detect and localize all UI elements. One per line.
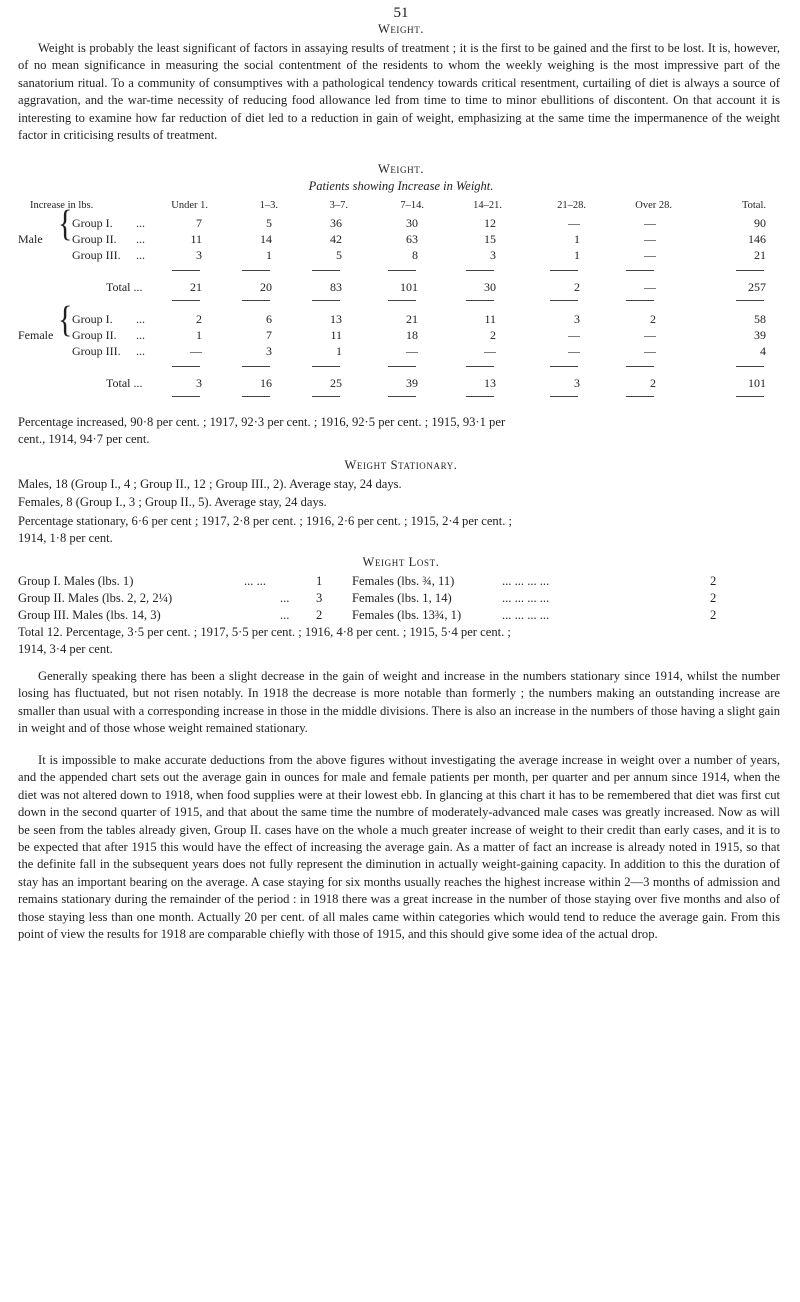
lost-female-count: 2 [710, 591, 717, 605]
row-dots: ... [136, 312, 145, 326]
table-cell: 8 [412, 248, 418, 262]
page-number: 51 [393, 5, 409, 21]
lost-female-dots: ... ... ... ... [502, 591, 550, 605]
total-rule [242, 300, 270, 301]
total-rule [242, 270, 270, 271]
table-cell: 3 [574, 376, 580, 390]
row-dots: ... [136, 248, 145, 262]
table-title: Weight. [377, 162, 425, 176]
total-rule [172, 300, 200, 301]
total-rule [550, 270, 578, 271]
lost-female-count: 2 [710, 608, 717, 622]
table-row [18, 216, 784, 232]
table-row [18, 232, 784, 248]
total-rule [736, 396, 764, 397]
table-cell: 39 [406, 376, 418, 390]
lost-male-text: Group I. Males (lbs. 1) [18, 574, 134, 588]
total-rule [736, 300, 764, 301]
total-rule [626, 300, 654, 301]
lost-male-dots: ... [280, 608, 290, 622]
table-cell: — [568, 328, 580, 342]
table-cell: 14 [260, 232, 272, 246]
table-cell: 21 [754, 248, 766, 262]
row-dots: ... [136, 216, 145, 230]
table-cell: 90 [754, 216, 766, 230]
total-rule [172, 270, 200, 271]
header-cell: 3–7. [329, 200, 348, 211]
table-cell: — [644, 232, 656, 246]
lost-male-count: 3 [316, 591, 323, 605]
total-rule [242, 396, 270, 397]
table-cell: 1 [574, 232, 580, 246]
lost-female-text: Females (lbs. ¾, 11) [352, 574, 455, 588]
lost-title: Weight Lost. [362, 555, 440, 569]
table-cell: 1 [266, 248, 272, 262]
header-cell: 7–14. [400, 200, 424, 211]
table-cell: 7 [266, 328, 272, 342]
table-cell: 15 [484, 232, 496, 246]
lost-male-dots: ... [280, 591, 290, 605]
table-cell: 36 [330, 216, 342, 230]
total-rule [312, 270, 340, 271]
female-brace: { [58, 298, 73, 340]
table-cell: 5 [336, 248, 342, 262]
table-cell: — [644, 344, 656, 358]
table-cell: 1 [196, 328, 202, 342]
closing-paragraph-2: It is impossible to make accurate deductions from the above figures without investigating the average increase in weight over a number of years, and the appended chart sets out the average gain in ounces for male and female patients per month, per quarter and per annum since 1914, when the diet was not altered down to 1918, when food supplies were at their lowest ebb. In glancing at this chart it has to be remembered that diet was first cut down in the second quarter of 1915, and that about the same time the numbre of moderately-advanced male cases was greatly increased. Now as will be seen from the tables already given, Group II. cases have on the whole a much greater increase of weight to their credit than early cases, and it is to be expected that after 1915 this would have the effect of increasing the average gain. As a matter of fact an increase is already noted in 1915, so that the definite fall in the subsequent years does not fully represent the diminution in actually weight-gaining capacity. In addition to this the duration of stay has an important bearing on the average. A case staying for six months usually reaches the highest increase within 2—3 months of admission and remains stationary during the remainder of the period : in 1918 there was a great increase in the number of those staying over five months and also of those staying less than one month. Actually 20 per cent. of all males came within categories which would tend to reduce the average gain. From this point of view the results for 1918 are comparable chiefly with those of 1915, and this should give some idea of the actual drop. [18, 753, 780, 942]
table-total-row [18, 376, 784, 392]
total-rule [312, 396, 340, 397]
total-rule [550, 396, 578, 397]
total-rule [626, 366, 654, 367]
header-cell: Total. [741, 200, 766, 211]
lost-female-text: Females (lbs. 1, 14) [352, 591, 452, 605]
lost-male-text: Group II. Males (lbs. 2, 2, 2¼) [18, 591, 173, 605]
table-cell: 2 [574, 280, 580, 294]
table-cell: — [644, 328, 656, 342]
table-cell: 3 [574, 312, 580, 326]
table-cell: 101 [400, 280, 418, 294]
table-cell: 2 [650, 312, 656, 326]
total-rule [388, 396, 416, 397]
total-rule [736, 366, 764, 367]
stationary-title: Weight Stationary. [344, 458, 458, 472]
table-cell: 42 [330, 232, 342, 246]
table-row [18, 344, 784, 360]
row-label: Group III. [72, 248, 121, 262]
header-cell: Under 1. [171, 200, 208, 211]
header-cell: 1–3. [259, 200, 278, 211]
total-rule [466, 300, 494, 301]
row-label: Total ... [106, 376, 143, 390]
section-title: Weight. [377, 22, 425, 36]
total-rule [388, 270, 416, 271]
total-rule [466, 396, 494, 397]
table-cell: 2 [650, 376, 656, 390]
table-cell: 16 [260, 376, 272, 390]
table-cell: 1 [574, 248, 580, 262]
table-cell: 30 [484, 280, 496, 294]
total-rule [550, 300, 578, 301]
lost-female-text: Females (lbs. 13¾, 1) [352, 608, 462, 622]
total-rule [466, 366, 494, 367]
lost-male-dots: ... ... [244, 574, 267, 588]
lost-female-dots: ... ... ... ... [502, 608, 550, 622]
total-rule [312, 366, 340, 367]
table-cell: — [568, 344, 580, 358]
table-header-row [18, 200, 784, 216]
table-cell: — [644, 216, 656, 230]
total-rule [388, 300, 416, 301]
total-rule [626, 396, 654, 397]
table-cell: 12 [484, 216, 496, 230]
lost-male-count: 1 [316, 574, 323, 588]
header-cell: 14–21. [473, 200, 502, 211]
table-cell: — [644, 280, 656, 294]
table-cell: 4 [760, 344, 766, 358]
stationary-males: Males, 18 (Group I., 4 ; Group II., 12 ; Group III., 2). Average stay, 24 days. [18, 477, 402, 491]
table-cell: 13 [330, 312, 342, 326]
row-label: Total ... [106, 280, 143, 294]
header-cell: Over 28. [635, 200, 672, 211]
table-cell: 6 [266, 312, 272, 326]
table-row [18, 248, 784, 264]
row-label: Group I. [72, 216, 113, 230]
row-label: Group I. [72, 312, 113, 326]
table-cell: 18 [406, 328, 418, 342]
table-cell: 13 [484, 376, 496, 390]
table-cell: 3 [266, 344, 272, 358]
table-cell: 25 [330, 376, 342, 390]
header-cell: 21–28. [557, 200, 586, 211]
lost-female-count: 2 [710, 574, 717, 588]
row-label: Group III. [72, 344, 121, 358]
table-cell: 21 [190, 280, 202, 294]
table-cell: — [190, 344, 202, 358]
lost-male-text: Group III. Males (lbs. 14, 3) [18, 608, 161, 622]
total-rule [172, 396, 200, 397]
table-total-row [18, 280, 784, 296]
table-cell: 21 [406, 312, 418, 326]
table-cell: 30 [406, 216, 418, 230]
table-cell: 7 [196, 216, 202, 230]
total-rule [388, 366, 416, 367]
total-rule [550, 366, 578, 367]
stationary-percentage-line-cont: 1914, 1·8 per cent. [18, 531, 113, 545]
row-label: Group II. [72, 232, 117, 246]
table-cell: 58 [754, 312, 766, 326]
header-cell: Increase in lbs. [30, 200, 94, 211]
table-cell: — [568, 216, 580, 230]
table-cell: 20 [260, 280, 272, 294]
male-brace: { [58, 202, 73, 244]
table-cell: 2 [196, 312, 202, 326]
table-cell: 11 [484, 312, 496, 326]
table-row [18, 328, 784, 344]
lost-total-line: Total 12. Percentage, 3·5 per cent. ; 1917, 5·5 per cent. ; 1916, 4·8 per cent. ; 1915, 5·4 per cent. ; [18, 625, 511, 639]
total-rule [242, 366, 270, 367]
row-label: Group II. [72, 328, 117, 342]
row-dots: ... [136, 344, 145, 358]
table-cell: 5 [266, 216, 272, 230]
table-cell: 83 [330, 280, 342, 294]
table-cell: — [484, 344, 496, 358]
male-label: Male [18, 232, 43, 246]
table-cell: 2 [490, 328, 496, 342]
female-label: Female [18, 328, 54, 342]
table-cell: — [406, 344, 418, 358]
table-row [18, 312, 784, 328]
percentage-increased-line-cont: cent., 1914, 94·7 per cent. [18, 432, 150, 446]
row-dots: ... [136, 232, 145, 246]
lost-total-line-cont: 1914, 3·4 per cent. [18, 642, 113, 656]
total-rule [736, 270, 764, 271]
closing-paragraph-1: Generally speaking there has been a slight decrease in the gain of weight and increase in the numbers stationary since 1914, whilst the number losing has fluctuated, but not risen notably. In 1918 the decrease is more notable than formerly ; the numbers making an outstanding increase are smaller than usual with a corresponding increase in those in the middle divisions. There is also an increase in the numbers of those having a slight gain in weight and of those whose weight remained stationary. [18, 669, 780, 736]
total-rule [312, 300, 340, 301]
stationary-percentage-line: Percentage stationary, 6·6 per cent ; 1917, 2·8 per cent. ; 1916, 2·6 per cent. ; 1915, 2·4 per cent. ; [18, 514, 513, 528]
intro-paragraph: Weight is probably the least significant of factors in assaying results of treatment ; it is the first to be gained and the first to be lost. It is, however, of no mean significance in measuring the social contentment of the residents to whom the weekly weighing is the most impressive part of the sanatorium ritual. To a community of consumptives with a pathological tendency towards critical resentment, curtailing of diet is always a source of aggravation, and the war-time necessity of reducing food allowance led from time to time to minor ebullitions of discontent. On that account it is interesting to examine how far reduction of diet led to a reduction in gain of weight, emphasizing at the same time the impermanence of the weight factor in criticising results of treatment. [18, 41, 780, 143]
stationary-females: Females, 8 (Group I., 3 ; Group II., 5). Average stay, 24 days. [18, 495, 327, 509]
row-dots: ... [136, 328, 145, 342]
lost-male-count: 2 [316, 608, 323, 622]
table-cell: 3 [196, 248, 202, 262]
percentage-increased-line: Percentage increased, 90·8 per cent. ; 1917, 92·3 per cent. ; 1916, 92·5 per cent. ; 1915, 93·1 per [18, 415, 506, 429]
table-cell: 3 [490, 248, 496, 262]
total-rule [172, 366, 200, 367]
total-rule [626, 270, 654, 271]
table-cell: 101 [748, 376, 766, 390]
table-cell: 11 [190, 232, 202, 246]
table-cell: 3 [196, 376, 202, 390]
table-cell: 39 [754, 328, 766, 342]
table-cell: 11 [330, 328, 342, 342]
table-cell: 1 [336, 344, 342, 358]
table-cell: 257 [748, 280, 766, 294]
lost-female-dots: ... ... ... ... [502, 574, 550, 588]
table-cell: 146 [748, 232, 766, 246]
table-cell: — [644, 248, 656, 262]
total-rule [466, 270, 494, 271]
table-cell: 63 [406, 232, 418, 246]
table-subtitle: Patients showing Increase in Weight. [308, 179, 494, 193]
